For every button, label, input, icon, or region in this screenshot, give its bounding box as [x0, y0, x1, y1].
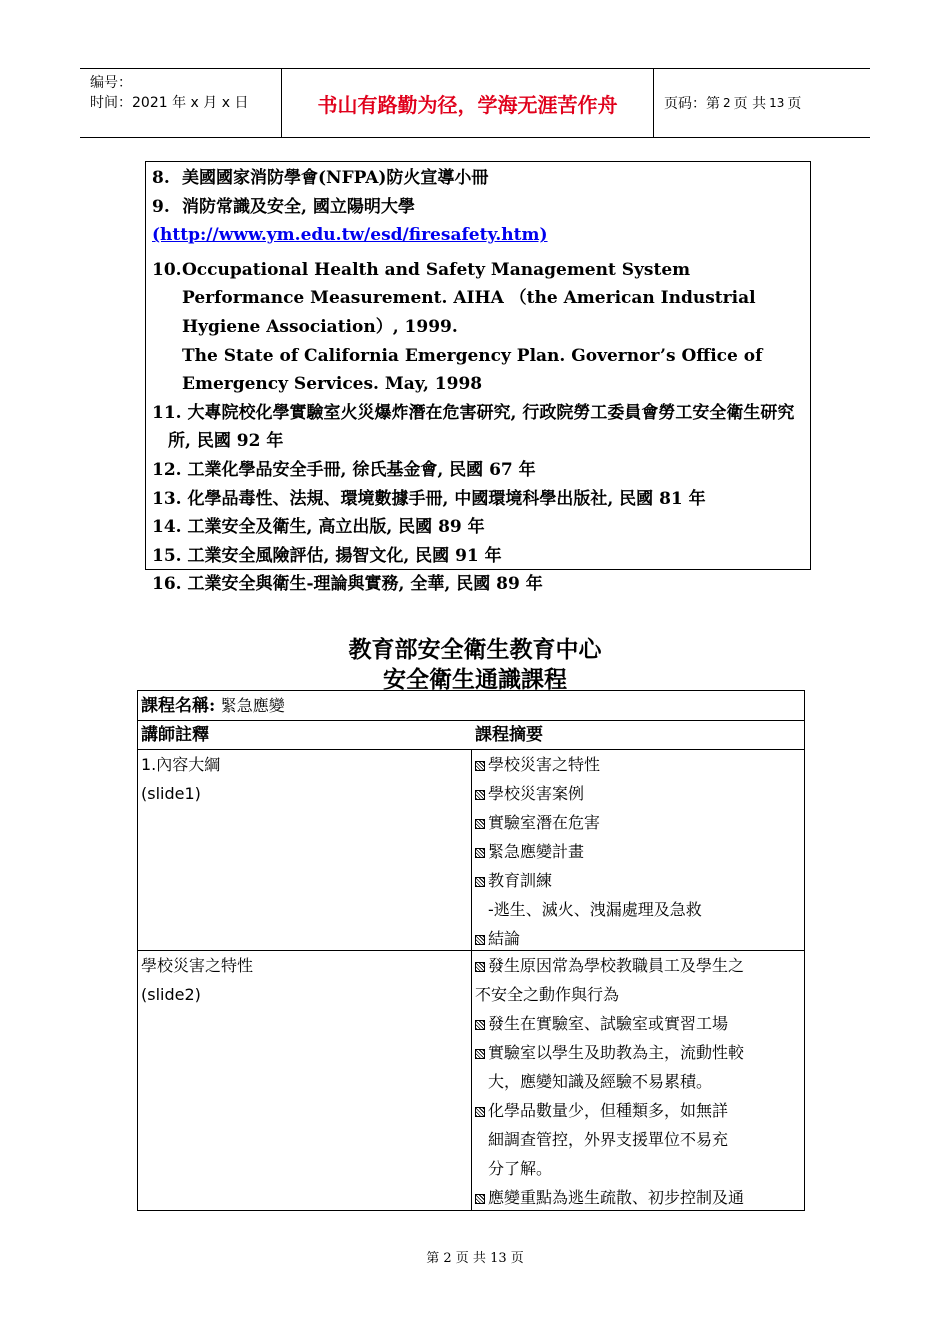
- footer-page-total: 13: [490, 1251, 507, 1266]
- list-item-text: 實驗室以學生及助教為主，流動性較: [488, 1043, 745, 1062]
- page-suffix: 页: [787, 96, 802, 112]
- list-item-continuation: 大，應變知識及經驗不易累積。: [488, 1072, 713, 1091]
- notes-line: (slide1): [141, 784, 201, 803]
- list-item: [475, 750, 801, 779]
- course-name-row: [138, 691, 804, 721]
- col-notes-header: 講師註釋: [141, 725, 209, 745]
- header-meta: [80, 69, 282, 137]
- reference-item: [152, 399, 804, 456]
- reference-text: 化學品毒性、法規、環境數據手冊, 中國環境科學出版社, 民國 81 年: [187, 488, 706, 509]
- list-item: [475, 1038, 801, 1067]
- reference-item: [152, 570, 804, 599]
- list-item-continuation: 不安全之動作與行為: [475, 985, 620, 1004]
- list-item: [475, 837, 801, 866]
- notes-line: 1.內容大綱: [141, 755, 221, 774]
- list-item: [475, 1096, 801, 1125]
- bullet-icon: [475, 1020, 485, 1030]
- notes-cell: [141, 750, 467, 808]
- bullet-icon: [475, 819, 485, 829]
- footer-page-current: 2: [443, 1251, 452, 1266]
- bullet-icon: [475, 1107, 485, 1117]
- reference-number: 10.: [152, 259, 182, 280]
- list-item: [475, 1009, 801, 1038]
- bullet-icon: [475, 848, 485, 858]
- summary-cell: [475, 951, 801, 1212]
- list-item: [475, 808, 801, 837]
- reference-text: 美國國家消防學會(NFPA)防火宣導小冊: [182, 168, 489, 188]
- reference-text: 消防常識及安全, 國立陽明大學: [182, 196, 415, 217]
- notes-line: 學校災害之特性: [141, 956, 254, 975]
- course-name-value: 緊急應變: [220, 696, 285, 715]
- reference-number: 12.: [152, 459, 182, 480]
- list-item: [475, 866, 801, 895]
- page-prefix: 页码：第: [664, 96, 720, 112]
- list-item: [475, 951, 801, 980]
- reference-text: 大專院校化學實驗室火災爆炸潛在危害研究, 行政院勞工委員會勞工安全衛生研究所, 民國 92 年: [168, 402, 795, 452]
- reference-item: [152, 164, 804, 193]
- reference-number: 15.: [152, 545, 182, 566]
- list-item: [475, 779, 801, 808]
- table-row: [138, 750, 804, 951]
- course-table: [137, 690, 805, 1211]
- reference-number: 8.: [152, 168, 170, 188]
- list-item: [475, 924, 801, 953]
- course-series-title: 安全衛生通識課程: [383, 666, 567, 693]
- reference-item: [152, 513, 804, 542]
- doc-time-label: 时间：2021 年 x 月 x 日: [90, 95, 249, 111]
- bullet-icon: [475, 790, 485, 800]
- reference-item: [152, 193, 804, 250]
- page-mid: 页 共: [733, 96, 767, 112]
- notes-line: (slide2): [141, 985, 201, 1004]
- document-header: [80, 68, 870, 138]
- footer-suffix: 页: [510, 1251, 524, 1266]
- footer-prefix: 第: [426, 1251, 440, 1266]
- reference-text: 工業安全風險評估, 揚智文化, 民國 91 年: [187, 545, 502, 566]
- footer-mid: 页 共: [455, 1251, 486, 1266]
- notes-cell: [141, 951, 467, 1009]
- list-item-text: 緊急應變計畫: [488, 842, 585, 861]
- list-item-text: 應變重點為逃生疏散、初步控制及通: [488, 1188, 745, 1207]
- summary-cell: [475, 750, 801, 953]
- doc-number-label: 编号：: [90, 75, 132, 91]
- list-item-text: 實驗室潛在危害: [488, 813, 601, 832]
- course-name-label: 課程名稱:: [141, 696, 216, 716]
- reference-item: [152, 542, 804, 571]
- references-box: [145, 161, 811, 595]
- course-header-row: [138, 721, 804, 750]
- list-item-continuation: 分了解。: [488, 1159, 553, 1178]
- list-item-text: 教育訓練: [488, 871, 553, 890]
- bullet-icon: [475, 1194, 485, 1204]
- reference-text: Occupational Health and Safety Management System Performance Measurement. AIHA （the American Industrial Hygiene Association）, 1999.: [182, 259, 756, 337]
- reference-number: 16.: [152, 574, 182, 595]
- list-item-text: 學校災害案例: [488, 784, 585, 803]
- reference-link[interactable]: (http://www.ym.edu.tw/esd/firesafety.htm): [152, 225, 548, 246]
- list-item-text: 發生在實驗室、試驗室或實習工場: [488, 1014, 729, 1033]
- col-summary-header: 課程摘要: [475, 725, 543, 745]
- page-footer: [0, 1247, 950, 1266]
- reference-text: 工業安全及衛生, 高立出版, 民國 89 年: [187, 517, 485, 538]
- list-item-text: 發生原因常為學校教職員工及學生之: [488, 956, 745, 975]
- reference-text: 工業安全與衛生-理論與實務, 全華, 民國 89 年: [187, 574, 543, 595]
- header-motto: 书山有路勤为径，学海无涯苦作舟: [282, 69, 654, 137]
- list-item: [475, 1183, 801, 1212]
- reference-number: 11.: [152, 402, 182, 423]
- table-row: [138, 951, 804, 1212]
- list-item-text: 學校災害之特性: [488, 755, 601, 774]
- bullet-icon: [475, 877, 485, 887]
- reference-number: 14.: [152, 517, 182, 538]
- reference-number: 9.: [152, 196, 170, 217]
- center-title: 教育部安全衛生教育中心: [348, 636, 602, 663]
- reference-item: [152, 456, 804, 485]
- bullet-icon: [475, 962, 485, 972]
- page-total: 13: [769, 96, 785, 110]
- reference-text: 工業化學品安全手冊, 徐氏基金會, 民國 67 年: [187, 459, 536, 480]
- reference-number: 13.: [152, 488, 182, 509]
- bullet-icon: [475, 1049, 485, 1059]
- list-subitem-text: -逃生、滅火、洩漏處理及急救: [488, 900, 702, 919]
- header-page-info: [654, 69, 870, 137]
- list-item-text: 化學品數量少，但種類多，如無詳: [488, 1101, 729, 1120]
- bullet-icon: [475, 761, 485, 771]
- reference-item: [152, 485, 804, 514]
- bullet-icon: [475, 935, 485, 945]
- reference-text: The State of California Emergency Plan. Governor’s Office of Emergency Services. May, 1998: [182, 345, 763, 395]
- list-item-continuation: 細調查管控，外界支援單位不易充: [488, 1130, 729, 1149]
- list-item-text: 結論: [488, 929, 521, 948]
- page-current: 2: [723, 96, 731, 110]
- reference-item: [152, 256, 804, 399]
